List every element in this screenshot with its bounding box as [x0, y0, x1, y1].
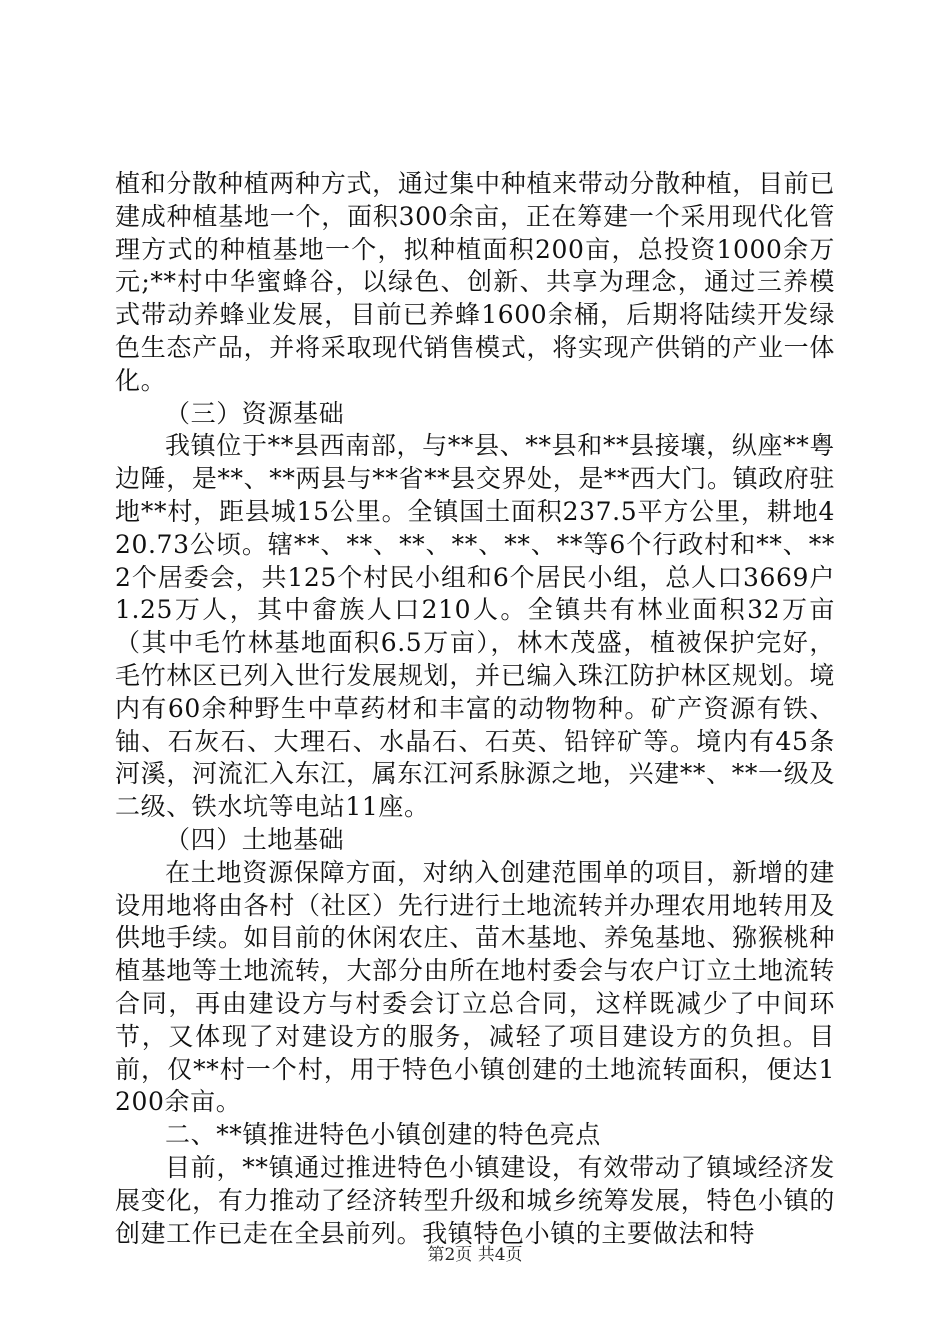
section-heading-resources: （三）资源基础 — [165, 398, 345, 428]
paragraph-resources: 我镇位于**县西南部，与**县、**县和**县接壤，纵座**粤边陲，是**、**两县与**省**县交界处，是**西大门。镇政府驻地**村，距县城15公里。全镇国土面积237.5平方公里，耕地420.73公顷。辖**、**、**、**、**、**等6个行政村和**、**2个居委会，共125个村民小组和6个居民小组，总人口3669户1.25万人，其中畲族人口210人。全镇共有林业面积32万亩（其中毛竹林基地面积6.5万亩），林木茂盛，植被保护完好，毛竹林区已列入世行发展规划，并已编入珠江防护林区规划。境内有60余种野生中草药材和丰富的动物物种。矿产资源有铁、铀、石灰石、大理石、水晶石、石英、铅锌矿等。境内有45条河溪，河流汇入东江，属东江河系脉源之地，兴建**、**一级及二级、铁水坑等电站11座。 — [115, 431, 835, 822]
document-body — [115, 168, 835, 1250]
paragraph-land: 在土地资源保障方面，对纳入创建范围单的项目，新增的建设用地将由各村（社区）先行进行土地流转并办理农用地转用及供地手续。如目前的休闲农庄、苗木基地、养兔基地、猕猴桃种植基地等土地流转，大部分由所在地村委会与农户订立土地流转合同，再由建设方与村委会订立总合同，这样既减少了中间环节，又体现了对建设方的服务，减轻了项目建设方的负担。目前，仅**村一个村，用于特色小镇创建的土地流转面积，便达1200余亩。 — [115, 857, 835, 1117]
page-number-label: 第2页 共4页 — [427, 1245, 523, 1265]
page-footer — [0, 1240, 950, 1265]
paragraph-planting-intro: 植和分散种植两种方式，通过集中种植来带动分散种植，目前已建成种植基地一个，面积300余亩，正在筹建一个采用现代化管理方式的种植基地一个，拟种植面积200亩，总投资1000余万元;**村中华蜜蜂谷，以绿色、创新、共享为理念，通过三养模式带动养蜂业发展，目前已养蜂1600余桶，后期将陆续开发绿色生态产品，并将采取现代销售模式，将实现产供销的产业一体化。 — [115, 169, 835, 395]
section-heading-highlights: 二、**镇推进特色小镇创建的特色亮点 — [165, 1120, 601, 1150]
paragraph-highlights: 目前，**镇通过推进特色小镇建设，有效带动了镇域经济发展变化，有力推动了经济转型升级和城乡统筹发展，特色小镇的创建工作已走在全县前列。我镇特色小镇的主要做法和特 — [115, 1152, 835, 1248]
section-heading-land: （四）土地基础 — [165, 824, 345, 854]
